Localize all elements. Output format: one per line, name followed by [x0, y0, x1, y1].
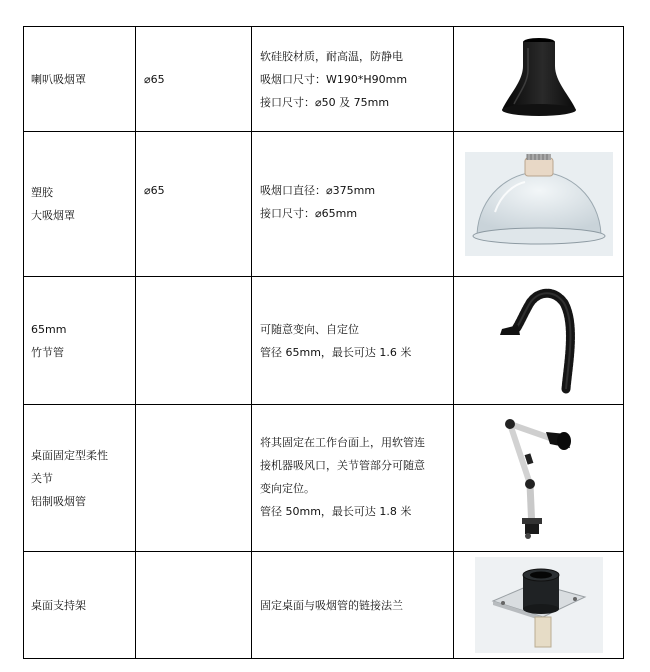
product-name-cell — [24, 27, 136, 132]
spec-cell — [136, 552, 252, 659]
spec-cell — [136, 405, 252, 552]
description-line: 软硅胶材质，耐高温，防静电 — [260, 49, 403, 63]
product-name-cell — [24, 552, 136, 659]
desk-mount-flange-image — [475, 557, 603, 653]
image-cell — [454, 277, 624, 405]
product-name: 65mm — [31, 322, 67, 336]
description-line: 接机器吸风口，关节管部分可随意 — [260, 459, 425, 472]
spec-value: ⌀65 — [144, 184, 165, 197]
description-line: 吸烟口直径：⌀375mm — [260, 184, 376, 197]
spec-cell — [136, 132, 252, 277]
description-line: 吸烟口尺寸：W190*H90mm — [260, 72, 408, 86]
spec-cell — [136, 277, 252, 405]
description-cell — [252, 132, 454, 277]
description-line: 可随意变向、自定位 — [260, 322, 359, 336]
product-name: 桌面固定型柔性 — [31, 448, 108, 462]
description-cell — [252, 405, 454, 552]
product-name: 大吸烟罩 — [31, 209, 75, 222]
product-name-cell — [24, 132, 136, 277]
description-line: 固定桌面与吸烟管的链接法兰 — [260, 598, 403, 612]
product-name: 塑胶 — [31, 186, 53, 199]
description-cell — [252, 277, 454, 405]
image-cell — [454, 27, 624, 132]
description-line: 接口尺寸：⌀65mm — [260, 207, 358, 220]
product-name: 喇叭吸烟罩 — [31, 72, 86, 86]
table-row — [24, 277, 624, 405]
description-cell — [252, 27, 454, 132]
product-name: 关节 — [31, 471, 53, 485]
spec-cell — [136, 27, 252, 132]
image-cell — [454, 132, 624, 277]
description-line: 将其固定在工作台面上，用软管连 — [260, 436, 425, 449]
table-row — [24, 405, 624, 552]
description-line: 管径 65mm，最长可达 1.6 米 — [260, 345, 412, 359]
product-name: 竹节管 — [31, 345, 64, 359]
clear-dome-hood-image — [465, 152, 613, 256]
image-cell — [454, 552, 624, 659]
table-row — [24, 27, 624, 132]
table-row — [24, 552, 624, 659]
product-name: 铝制吸烟管 — [31, 494, 86, 508]
image-cell — [454, 405, 624, 552]
product-spec-table — [23, 26, 624, 659]
product-name-cell — [24, 405, 136, 552]
black-horn-hood-image — [494, 34, 584, 124]
spec-value: ⌀65 — [144, 72, 165, 86]
aluminum-arm-image — [494, 414, 584, 542]
product-name: 桌面支持架 — [31, 598, 86, 612]
bamboo-joint-pipe-image — [494, 285, 584, 397]
description-line: 变向定位。 — [260, 482, 315, 495]
description-line: 接口尺寸：⌀50 及 75mm — [260, 95, 390, 109]
table-row — [24, 132, 624, 277]
description-cell — [252, 552, 454, 659]
product-name-cell — [24, 277, 136, 405]
description-line: 管径 50mm，最长可达 1.8 米 — [260, 505, 412, 518]
